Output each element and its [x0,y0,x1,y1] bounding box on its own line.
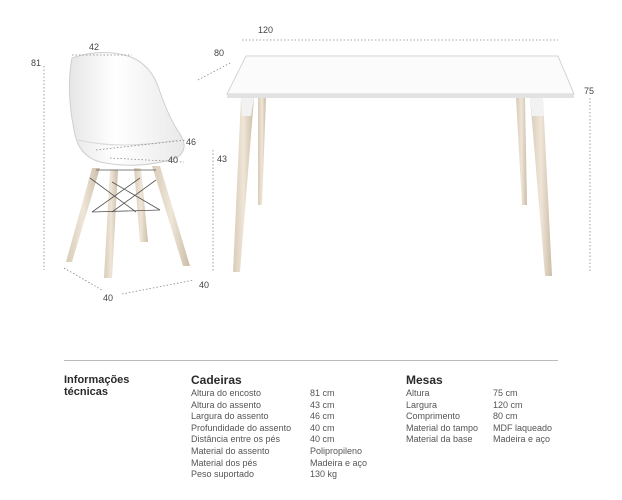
tables-value: MDF laqueado [493,422,553,433]
chairs-value: 81 cm [310,388,335,398]
chairs-label: Profundidade do assento [191,422,292,433]
chairs-value: Madeira e aço [310,457,368,468]
section-divider [64,360,558,361]
dim-chair-width-top: 42 [89,42,100,52]
dim-chair-base-left: 40 [103,293,114,303]
chairs-labels [191,388,291,481]
tables-label: Comprimento [406,411,461,422]
dim-chair-height: 81 [31,58,42,68]
chairs-value: Polipropileno [310,445,363,456]
chairs-label: Material do assento [191,445,270,456]
chairs-label: Largura do assento [191,411,269,422]
tables-label: Largura [406,399,438,410]
tables-label: Altura [406,388,430,398]
tables-values [493,388,552,446]
chairs-value: 43 cm [310,399,335,410]
tables-label: Material da base [406,434,473,445]
tables-value: 80 cm [493,411,518,422]
chairs-title: Cadeiras [191,373,242,387]
tables-label: Material do tampo [406,422,479,433]
chairs-label: Altura do encosto [191,388,262,398]
technical-info-title: Informações técnicas [64,374,130,398]
dim-chair-seat-inner: 40 [168,155,179,165]
chairs-value: 40 cm [310,422,335,433]
tables-value: 120 cm [493,399,523,410]
tables-value: Madeira e aço [493,434,551,445]
tables-title: Mesas [406,373,443,387]
chairs-value: 130 kg [310,469,338,480]
chairs-value: 40 cm [310,434,335,445]
dim-seat-height: 43 [217,154,228,164]
chairs-label: Material dos pés [191,457,258,468]
dim-chair-depth-top: 80 [214,48,225,58]
chairs-label: Distância entre os pés [191,434,281,445]
tables-value: 75 cm [493,388,518,398]
dim-chair-base-right: 40 [199,280,210,290]
chairs-label: Peso suportado [191,469,255,480]
dim-chair-seat-depth: 46 [186,137,197,147]
chairs-values [310,388,367,481]
chairs-label: Altura do assento [191,399,262,410]
table-drawing [227,56,574,276]
tables-labels [406,388,478,446]
dim-table-width: 120 [258,25,274,35]
chair-drawing [66,52,190,278]
chairs-value: 46 cm [310,411,335,422]
dim-table-height: 75 [584,86,595,96]
